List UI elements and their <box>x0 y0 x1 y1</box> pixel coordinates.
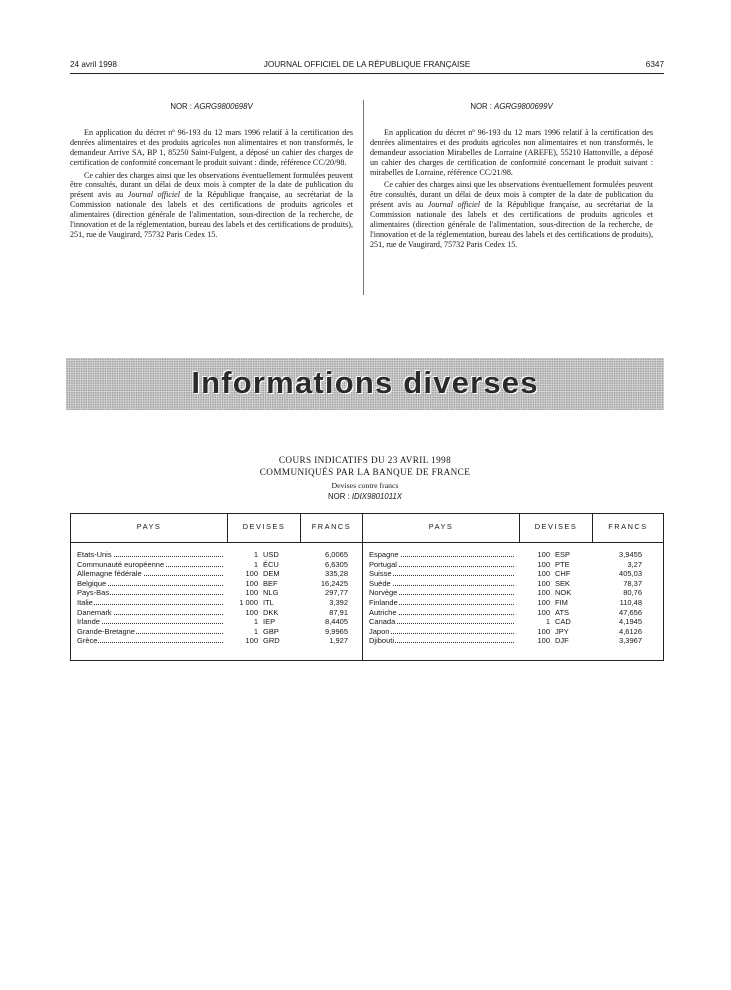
rate-value: 6,6305 <box>325 559 348 569</box>
currency-code: DKK <box>263 607 279 617</box>
currency-unit: 100 <box>245 636 258 646</box>
currency-code: USD <box>263 550 279 559</box>
table-row <box>71 598 663 607</box>
currency-code: NLG <box>263 588 279 598</box>
country-name: Djibouti <box>369 636 514 645</box>
table-row <box>71 569 663 578</box>
nor-code: IDIX9801011X <box>351 492 402 501</box>
country-name: Japon <box>369 627 514 636</box>
rate-value: 3,9455 <box>619 550 642 559</box>
header-pays: PAYS <box>428 522 454 531</box>
header-rule <box>70 73 664 74</box>
currency-code: BEF <box>263 578 278 588</box>
table-row <box>71 588 663 597</box>
rate-value: 297,77 <box>325 588 348 598</box>
currency-unit: 100 <box>537 598 550 607</box>
currency-unit: 1 <box>253 617 258 627</box>
currency-code: CHF <box>555 569 571 579</box>
rate-value: 3,27 <box>627 559 642 569</box>
nor-code: AGRG9800699V <box>494 102 553 111</box>
currency-title-line2: COMMUNIQUÉS PAR LA BANQUE DE FRANCE <box>259 467 471 477</box>
journal-officiel-italic: Journal officiel <box>127 190 181 200</box>
currency-unit: 100 <box>245 578 258 588</box>
country-name: Allemagne fédérale <box>77 569 223 578</box>
header-francs: FRANCS <box>311 522 352 531</box>
currency-unit: 100 <box>245 588 258 598</box>
table-row <box>71 636 663 645</box>
currency-code: FIM <box>555 598 568 607</box>
issue-date: 24 avril 1998 <box>70 60 117 69</box>
currency-unit: 100 <box>537 636 550 646</box>
rate-value: 6,0065 <box>325 550 348 559</box>
header-francs: FRANCS <box>608 522 648 531</box>
currency-subtitle: Devises contre francs <box>331 481 399 490</box>
currency-code: IEP <box>263 617 276 627</box>
currency-code: ÉCU <box>263 559 279 569</box>
column-divider <box>363 100 364 295</box>
currency-code: ITL <box>263 598 274 607</box>
rate-value: 47,656 <box>619 607 642 617</box>
currency-title: COURS INDICATIFS DU 23 AVRIL 1998 <box>278 455 452 465</box>
currency-unit: 100 <box>537 559 550 569</box>
rate-value: 405,03 <box>619 569 642 579</box>
country-name: Etats-Unis <box>77 550 223 559</box>
currency-unit: 1 <box>545 617 550 627</box>
nor-prefix: NOR : <box>470 102 492 111</box>
country-name: Grande-Bretagne <box>77 627 223 636</box>
header-devises: DEVISES <box>242 522 286 531</box>
country-name: Portugal <box>369 560 514 569</box>
rate-value: 3,3967 <box>619 636 642 646</box>
currency-code: DJF <box>555 636 569 646</box>
rate-value: 16,2425 <box>320 578 348 588</box>
nor-reference <box>70 102 353 112</box>
rate-value: 8,4405 <box>325 617 348 627</box>
table-row <box>71 627 663 636</box>
page-header <box>70 60 664 72</box>
journal-title: JOURNAL OFFICIEL DE LA RÉPUBLIQUE FRANÇAISE <box>263 60 471 69</box>
section-banner-title: Informations diverses <box>191 365 539 400</box>
rate-value: 78,37 <box>623 578 642 588</box>
table-row <box>71 579 663 588</box>
left-notice <box>70 102 353 243</box>
country-name: Espagne <box>369 550 514 559</box>
rate-value: 1,927 <box>329 636 348 646</box>
table-row <box>71 617 663 626</box>
country-name: Norvège <box>369 588 514 597</box>
exchange-rate-table <box>70 513 664 661</box>
currency-unit: 100 <box>537 569 550 579</box>
currency-code: GBP <box>263 626 279 636</box>
currency-unit: 1 000 <box>239 598 258 607</box>
country-name: Pays-Bas <box>77 588 223 597</box>
currency-unit: 1 <box>253 626 258 636</box>
currency-code: GRD <box>263 636 280 646</box>
rate-value: 4,1945 <box>619 617 642 627</box>
currency-unit: 100 <box>245 569 258 579</box>
rate-value: 3,392 <box>329 598 348 607</box>
currency-unit: 100 <box>537 550 550 559</box>
country-name: Finlande <box>369 598 514 607</box>
right-notice <box>370 102 653 253</box>
page-number: 6347 <box>645 60 664 69</box>
nor-prefix: NOR : <box>328 492 350 501</box>
country-name: Irlande <box>77 617 223 626</box>
nor-reference <box>370 102 653 112</box>
notice-paragraph: Ce cahier des charges ainsi que les observations éventuellement formulées peuvent être consultés, durant un délai de deux mois à compter de la date de publication du présent avis au Journal officiel de la République française, au secrétariat de la Commission nationale des labels et des certifications de produits agricoles et alimentaires (direction générale de l'alimentation, sous-direction de la recherche, de l'innovation et de la réglementation, bureau des labels et des certifications de produits), 251, rue de Vaugirard, 75732 Paris Cedex 15. <box>370 180 653 249</box>
country-name: Suède <box>369 579 514 588</box>
rate-value: 9,9965 <box>325 626 348 636</box>
currency-unit: 100 <box>245 607 258 617</box>
country-name: Grèce <box>77 636 223 645</box>
currency-unit: 100 <box>537 607 550 617</box>
currency-unit: 100 <box>537 626 550 636</box>
country-name: Autriche <box>369 608 514 617</box>
country-name: Communauté européenne <box>77 560 223 569</box>
table-row <box>71 550 663 559</box>
header-devises: DEVISES <box>534 522 578 531</box>
currency-code: CAD <box>555 617 571 627</box>
journal-officiel-italic: Journal officiel <box>427 200 481 210</box>
currency-code: PTE <box>555 559 570 569</box>
rate-value: 87,91 <box>329 607 348 617</box>
notice-paragraph: En application du décret nº 96-193 du 12 mars 1996 relatif à la certification des denrées alimentaires et des produits agricoles non alimentaires et non transformés, le demandeur association Mirabelles de Lorraine (AREFE), 55210 Hattonville, a déposé un cahier des charges de certification de conformité concernant le produit suivant : mirabelles de Lorraine, référence CC/21/98. <box>370 127 653 177</box>
currency-code: NOK <box>555 588 572 598</box>
rate-value: 110,48 <box>619 598 642 607</box>
nor-code: AGRG9800698V <box>194 102 253 111</box>
currency-code: DEM <box>263 569 280 579</box>
country-name: Danemark <box>77 608 223 617</box>
country-name: Italie <box>77 598 223 607</box>
currency-code: ATS <box>555 607 570 617</box>
currency-code: JPY <box>555 626 569 636</box>
rate-value: 4,6126 <box>619 626 642 636</box>
rate-value: 335,28 <box>325 569 348 579</box>
nor-reference <box>66 492 664 501</box>
header-pays: PAYS <box>136 522 162 531</box>
rate-value: 80,76 <box>623 588 642 598</box>
country-name: Suisse <box>369 569 514 578</box>
currency-code: SEK <box>555 578 571 588</box>
currency-unit: 1 <box>253 550 258 559</box>
nor-prefix: NOR : <box>170 102 192 111</box>
country-name: Belgique <box>77 579 223 588</box>
currency-unit: 100 <box>537 578 550 588</box>
notice-paragraph: Ce cahier des charges ainsi que les observations éventuellement formulées peuvent être consultés, durant un délai de deux mois à compter de la date de publication du présent avis au Journal officiel de la République française, au secrétariat de la Commission nationale des labels et des certifications de produits agricoles et alimentaires (direction générale de l'alimentation, sous-direction de la recherche, de l'innovation et de la réglementation, bureau des labels et des certifications de produits), 251, rue de Vaugirard, 75732 Paris Cedex 15. <box>70 170 353 239</box>
currency-code: ESP <box>555 550 571 559</box>
currency-unit: 1 <box>253 559 258 569</box>
currency-unit: 100 <box>537 588 550 598</box>
notice-paragraph: En application du décret nº 96-193 du 12 mars 1996 relatif à la certification des denrées alimentaires et des produits agricoles non alimentaires et non transformés, le demandeur Arrive SA, BP 1, 85250 Saint-Fulgent, a déposé un cahier des charges de certification de conformité concernant le produit suivant : dinde, référence CC/20/98. <box>70 127 353 167</box>
country-name: Canada <box>369 617 514 626</box>
table-row <box>71 608 663 617</box>
